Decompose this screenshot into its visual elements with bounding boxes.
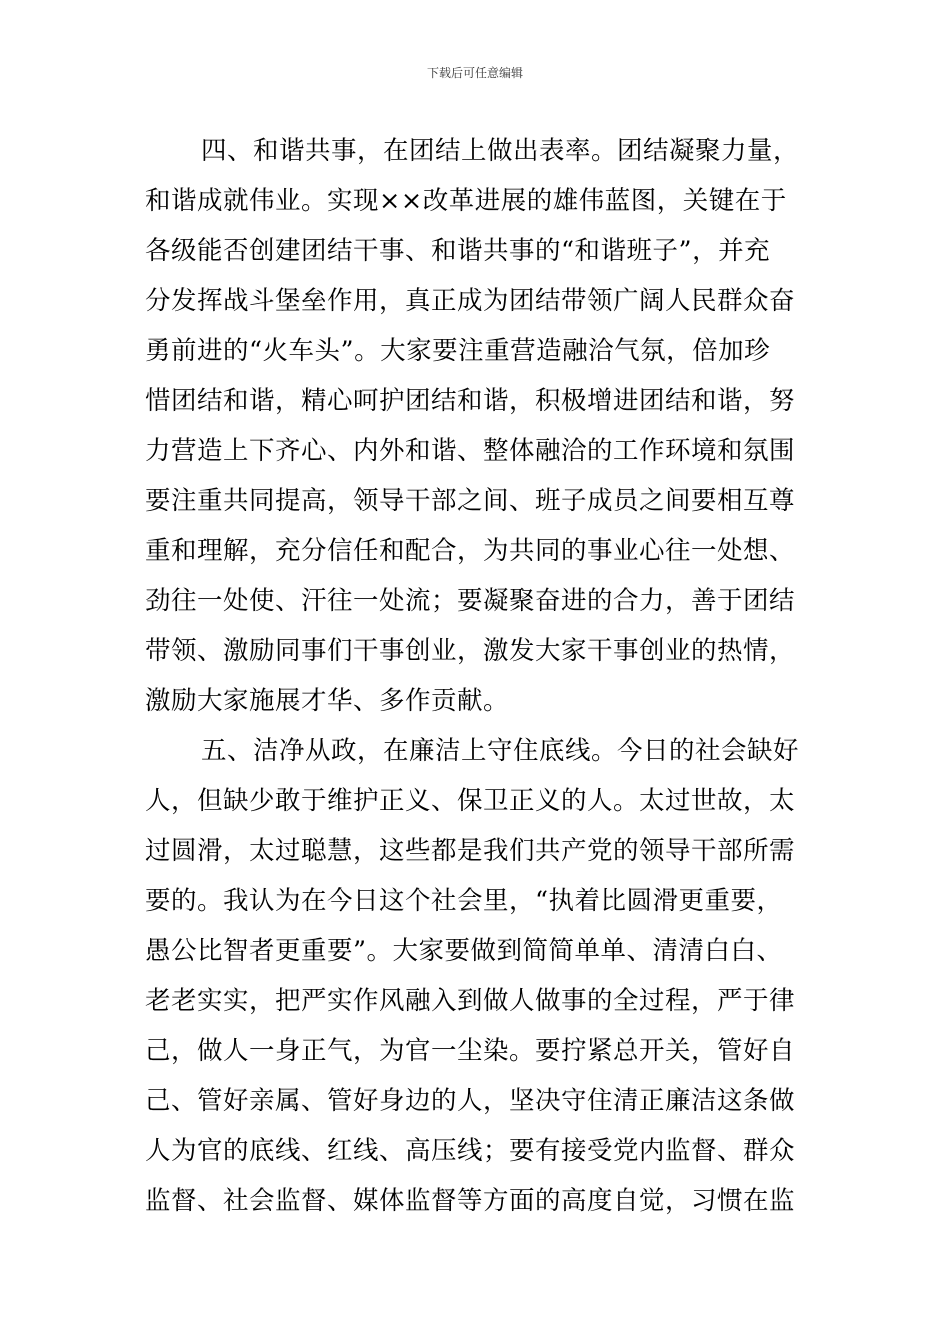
paragraph-2	[145, 726, 810, 1226]
header-note: 下载后可任意编辑	[426, 66, 523, 80]
paragraph-line: 各级能否创建团结干事、和谐共事的“和谐班子”，并充	[145, 236, 771, 266]
paragraph-line: 老老实实，把严实作风融入到做人做事的全过程，严于律	[145, 986, 796, 1016]
paragraph-line: 五、洁净从政，在廉洁上守住底线。今日的社会缺好	[201, 736, 800, 766]
paragraph-line: 要的。我认为在今日这个社会里，“执着比圆滑更重要，	[145, 886, 783, 916]
paragraph-line: 人，但缺少敢于维护正义、保卫正义的人。太过世故，太	[145, 786, 796, 816]
paragraph-line: 四、和谐共事，在团结上做出表率。团结凝聚力量，	[201, 136, 800, 166]
paragraph-line: 力营造上下齐心、内外和谐、整体融洽的工作环境和氛围	[145, 436, 796, 466]
paragraph-1	[145, 126, 810, 726]
paragraph-line: 劲往一处使、汗往一处流；要凝聚奋进的合力，善于团结	[145, 586, 796, 616]
paragraph-line: 激励大家施展才华、多作贡献。	[145, 686, 510, 716]
paragraph-line: 己、管好亲属、管好身边的人，坚决守住清正廉洁这条做	[145, 1086, 796, 1116]
paragraph-line: 惜团结和谐，精心呵护团结和谐，积极增进团结和谐，努	[145, 386, 796, 416]
paragraph-line: 带领、激励同事们干事创业，激发大家干事创业的热情，	[145, 636, 796, 666]
paragraph-line: 过圆滑，太过聪慧，这些都是我们共产党的领导干部所需	[145, 836, 796, 866]
document-body	[145, 126, 810, 1226]
paragraph-line: 愚公比智者更重要”。大家要做到简简单单、清清白白、	[145, 936, 783, 966]
paragraph-line: 分发挥战斗堡垒作用，真正成为团结带领广阔人民群众奋	[145, 286, 796, 316]
paragraph-line: 和谐成就伟业。实现××改革进展的雄伟蓝图，关键在于	[145, 186, 787, 216]
paragraph-line: 重和理解，充分信任和配合，为共同的事业心往一处想、	[145, 536, 796, 566]
paragraph-line: 勇前进的“火车头”。大家要注重营造融洽气氛，倍加珍	[145, 336, 771, 366]
paragraph-line: 人为官的底线、红线、高压线；要有接受党内监督、群众	[145, 1136, 796, 1166]
paragraph-line: 己，做人一身正气，为官一尘染。要拧紧总开关，管好自	[145, 1036, 796, 1066]
paragraph-line: 监督、社会监督、媒体监督等方面的高度自觉，习惯在监	[145, 1186, 796, 1216]
paragraph-line: 要注重共同提高，领导干部之间、班子成员之间要相互尊	[145, 486, 796, 516]
